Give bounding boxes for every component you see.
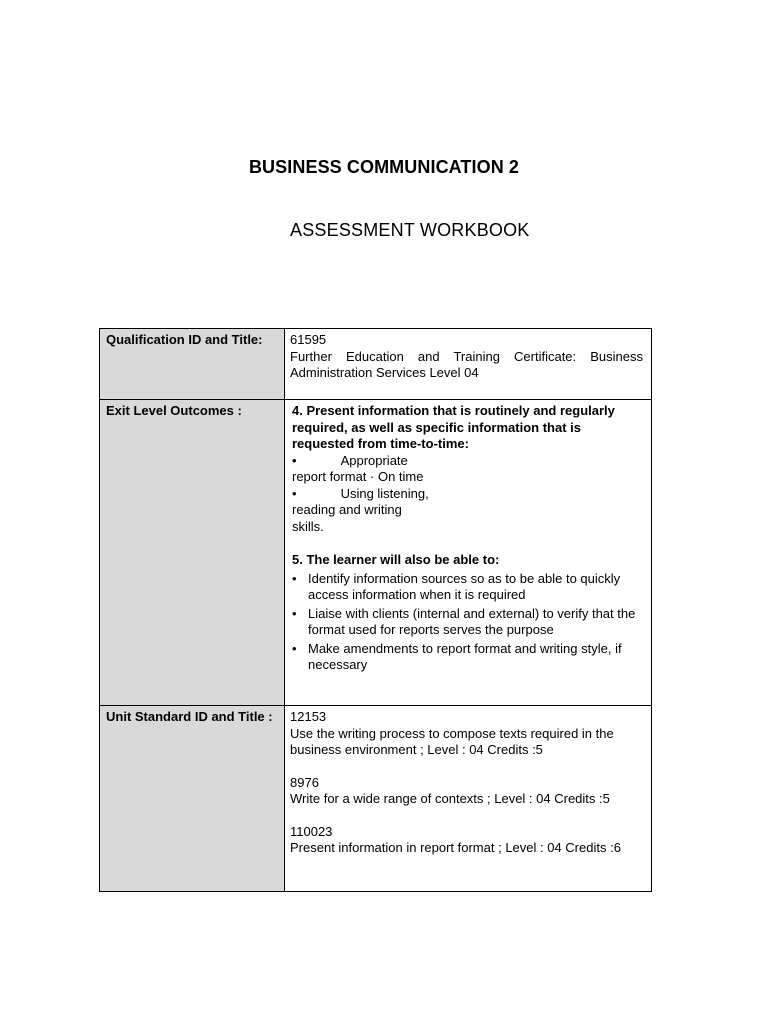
outcome-4-line: reading and writing — [292, 502, 402, 517]
unit-standard-title: Use the writing process to compose texts required in the business environment ; Level : 04 Credits :5 — [290, 725, 614, 757]
outcome-4-line: Appropriate — [340, 452, 408, 468]
qualification-id: 61595 — [290, 332, 327, 347]
qualification-row — [100, 329, 652, 400]
outcome-4-line: Using listening, — [340, 485, 429, 501]
qualification-label: Qualification ID and Title: — [100, 329, 285, 400]
qualification-table — [99, 328, 652, 892]
outcome-4-line: report format · On time — [292, 469, 424, 484]
list-item: • Identify information sources so as to be able to quickly access information when it is required — [308, 571, 643, 604]
outcome-4-heading: 4. Present information that is routinely and regularly required, as well as specific information that is requested from time-to-time: — [292, 403, 615, 451]
outcome-4-details — [290, 453, 643, 536]
unit-standards-label: Unit Standard ID and Title : — [100, 706, 285, 892]
document-title: BUSINESS COMMUNICATION 2 — [248, 157, 520, 177]
outcome-5-list — [290, 571, 643, 674]
unit-standard-id: 8976 — [290, 774, 319, 790]
outcome-4-line: skills. — [292, 518, 324, 534]
list-item: • Make amendments to report format and writing style, if necessary — [308, 641, 643, 674]
unit-standards-value — [285, 706, 652, 892]
outcome-5-heading: 5. The learner will also be able to: — [292, 552, 500, 567]
exit-outcomes-row — [100, 400, 652, 706]
unit-standards-row — [100, 706, 652, 892]
unit-standard-title: Present information in report format ; Level : 04 Credits :6 — [290, 840, 621, 855]
bullet-glyph: • — [292, 485, 297, 501]
exit-outcomes-value — [285, 400, 652, 706]
bullet-glyph: • — [292, 452, 297, 468]
unit-standard-id: 12153 — [290, 709, 327, 724]
qualification-title: Further Education and Training Certificate: Business Administration Services Level 04 — [290, 348, 643, 380]
list-item: • Liaise with clients (internal and external) to verify that the format used for reports serves the purpose — [308, 606, 643, 639]
exit-outcomes-label: Exit Level Outcomes : — [100, 400, 285, 706]
unit-standard-id: 110023 — [290, 823, 333, 839]
qualification-value — [285, 329, 652, 400]
document-subtitle: ASSESSMENT WORKBOOK — [290, 220, 530, 240]
unit-standard-title: Write for a wide range of contexts ; Level : 04 Credits :5 — [290, 791, 610, 806]
